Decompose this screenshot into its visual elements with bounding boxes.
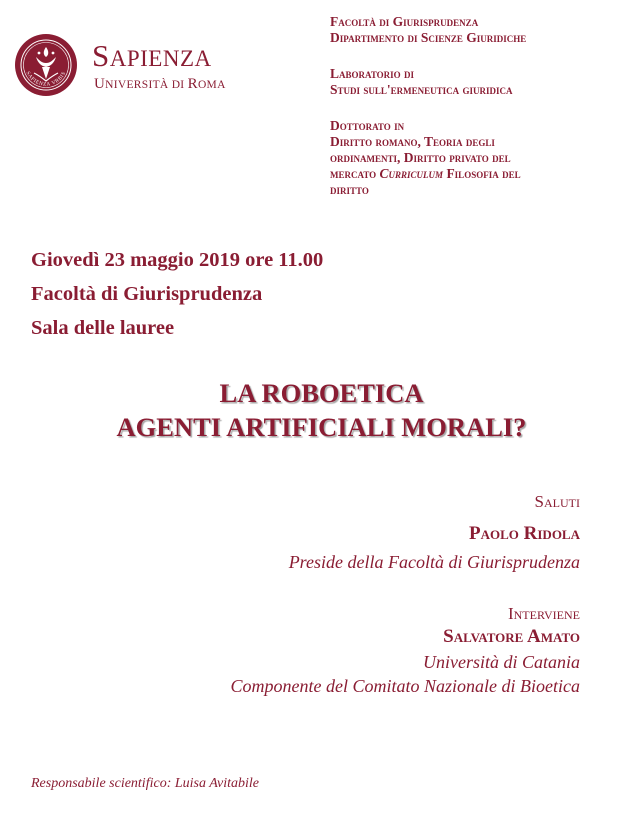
doctorate-line3: ordinamenti, Diritto privato del: [330, 150, 511, 165]
title-line2: AGENTI ARTIFICIALI MORALI?: [116, 412, 527, 442]
interviene-speaker-name: Salvatore Amato: [443, 626, 580, 647]
doctorate-line4-b: Filosofia del: [443, 166, 521, 181]
faculty-name: Facoltà di Giurisprudenza: [330, 14, 479, 29]
saluti-heading: Saluti: [534, 492, 580, 511]
saluti-speaker-name: Paolo Ridola: [469, 523, 580, 544]
interviene-affiliation-1: Università di Catania: [423, 652, 580, 672]
subtitle-initial: U: [94, 76, 106, 92]
event-info: [31, 243, 323, 345]
sapienza-seal-logo: [14, 33, 78, 97]
doctorate-line5: diritto: [330, 182, 369, 197]
laboratory-line2: Studi sull'ermeneutica giuridica: [330, 82, 513, 97]
event-room: Sala delle lauree: [31, 317, 175, 339]
doctorate-block: [330, 118, 635, 198]
subtitle-r: R: [187, 76, 198, 92]
laboratory-block: [330, 66, 635, 98]
seal-text: SAPIENZA VRBIS: [24, 70, 68, 88]
doctorate-curriculum: Curriculum: [379, 166, 444, 181]
doctorate-line4-a: mercato: [330, 166, 380, 181]
doctorate-line2: Diritto romano, Teoria degli: [330, 134, 495, 149]
university-name-initial: S: [92, 38, 110, 73]
interviene-heading: Interviene: [507, 604, 580, 623]
faculty-block: [330, 14, 635, 46]
doctorate-line4: [330, 166, 635, 182]
title-line1: LA ROBOETICA: [219, 378, 424, 408]
university-name-rest: APIENZA: [109, 46, 212, 71]
doctorate-line1: Dottorato in: [330, 118, 405, 133]
scientific-supervisor: Responsabile scientifico: Luisa Avitabile: [31, 776, 259, 791]
department-header: [330, 14, 635, 218]
laboratory-line1: Laboratorio di: [330, 66, 415, 81]
event-place: Facoltà di Giurisprudenza: [31, 283, 263, 305]
event-title: [0, 376, 643, 444]
saluti-speaker-role: Preside della Facoltà di Giurisprudenza: [288, 552, 580, 572]
event-date: Giovedì 23 maggio 2019 ore 11.00: [31, 249, 324, 271]
department-name: Dipartimento di Scienze Giuridiche: [330, 30, 527, 45]
interviene-affiliation-2: Componente del Comitato Nazionale di Bioetica: [230, 676, 580, 696]
subtitle-mid: NIVERSITÀ DI: [105, 79, 188, 91]
university-subtitle: [94, 76, 226, 93]
subtitle-end: OMA: [197, 79, 226, 91]
university-name: [92, 40, 212, 74]
